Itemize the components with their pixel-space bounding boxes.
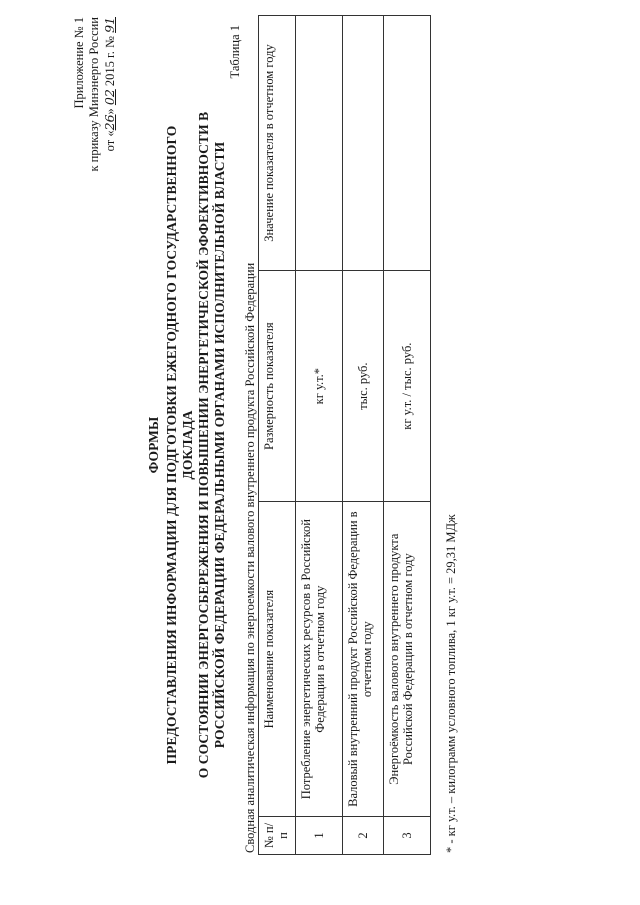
appendix-line-3 [102, 17, 118, 197]
row-num: 1 [296, 817, 343, 855]
header-num: № п/п [259, 817, 296, 855]
row-value [384, 16, 431, 271]
row-unit: кг у.т. / тыс. руб. [384, 271, 431, 502]
heading-line-1: ПРЕДОСТАВЛЕНИЯ ИНФОРМАЦИИ ДЛЯ ПОДГОТОВКИ ЕЖЕГОДНОГО ГОСУДАРСТВЕННОГО ДОКЛАДА [164, 125, 195, 765]
row-num: 3 [384, 817, 431, 855]
date-mid: » [103, 105, 117, 115]
table-header-row [259, 16, 296, 855]
heading-forms: ФОРМЫ [146, 416, 161, 474]
row-value [296, 16, 343, 271]
row-name: Энергоёмкость валового внутреннего продукта Российской Федерации в отчетном году [384, 502, 431, 817]
row-name: Потребление энергетических ресурсов в Российской Федерации в отчетном году [296, 502, 343, 817]
header-name: Наименование показателя [259, 502, 296, 817]
appendix-line-2: к приказу Минэнерго России [87, 17, 101, 172]
footnote: * - кг у.т. – килограмм условного топлива, 1 кг у.т. = 29,31 МДж [444, 514, 458, 853]
row-value [343, 16, 384, 271]
indicator-table [258, 15, 431, 855]
table-caption: Сводная аналитическая информация по энергоемкости валового внутреннего продукта Российской Федерации [243, 262, 257, 853]
table-row [296, 16, 343, 855]
header-unit: Размерность показателя [259, 271, 296, 502]
header-value: Значение показателя в отчетном году [259, 16, 296, 271]
table-label: Таблица 1 [228, 25, 242, 79]
row-name: Валовый внутренний продукт Российской Федерации в отчетном году [343, 502, 384, 817]
row-unit: кг у.т.* [296, 271, 343, 502]
row-unit: тыс. руб. [343, 271, 384, 502]
appendix-note [72, 17, 118, 197]
date-year: 2015 г. № [103, 32, 117, 90]
handwritten-day: 26 [102, 114, 117, 131]
heading-line-2: О СОСТОЯНИИ ЭНЕРГОСБЕРЕЖЕНИЯ И ПОВЫШЕНИИ ЭНЕРГЕТИЧЕСКОЙ ЭФФЕКТИВНОСТИ В [196, 111, 211, 779]
appendix-line-1: Приложение № 1 [72, 17, 86, 109]
document-heading [146, 105, 228, 785]
handwritten-month: 02 [102, 89, 117, 106]
row-num: 2 [343, 817, 384, 855]
table-row [343, 16, 384, 855]
handwritten-number: 91 [102, 17, 117, 33]
date-prefix: от « [103, 130, 117, 152]
heading-line-3: РОССИЙСКОЙ ФЕДЕРАЦИИ ФЕДЕРАЛЬНЫМИ ОРГАНАМИ ИСПОЛНИТЕЛЬНОЙ ВЛАСТИ [212, 141, 227, 749]
table-row [384, 16, 431, 855]
